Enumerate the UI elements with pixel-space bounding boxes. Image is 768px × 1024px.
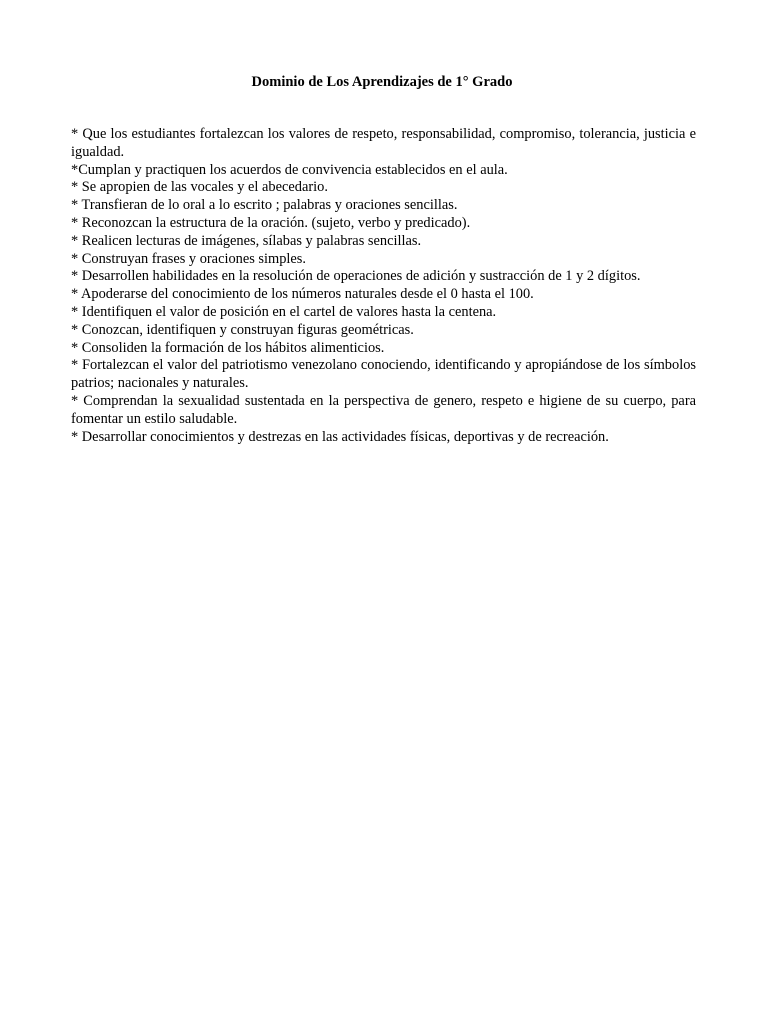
objective-item: * Reconozcan la estructura de la oración. (sujeto, verbo y predicado).	[71, 214, 471, 231]
objective-item: * Conozcan, identifiquen y construyan figuras geométricas.	[71, 321, 414, 338]
objective-item: *Cumplan y practiquen los acuerdos de convivencia establecidos en el aula.	[71, 161, 508, 178]
objective-item: * Fortalezcan el valor del patriotismo venezolano conociendo, identificando y apropiándose de los símbolos patrios; nacionales y naturales.	[71, 357, 704, 392]
objective-item: * Identifiquen el valor de posición en el cartel de valores hasta la centena.	[71, 303, 497, 320]
objective-item: * Desarrollen habilidades en la resolución de operaciones de adición y sustracción de 1 y 2 dígitos.	[71, 268, 641, 285]
learning-objectives-list	[71, 126, 704, 446]
objective-item: * Realicen lecturas de imágenes, sílabas y palabras sencillas.	[71, 232, 422, 249]
objective-item: * Apoderarse del conocimiento de los números naturales desde el 0 hasta el 100.	[71, 286, 534, 303]
objective-item: * Desarrollar conocimientos y destrezas en las actividades físicas, deportivas y de recreación.	[71, 428, 609, 445]
objective-item: * Construyan frases y oraciones simples.	[71, 250, 307, 267]
objective-item: * Que los estudiantes fortalezcan los valores de respeto, responsabilidad, compromiso, tolerancia, justicia e igualdad.	[71, 126, 696, 160]
objective-item: * Transfieran de lo oral a lo escrito ; palabras y oraciones sencillas.	[71, 197, 458, 214]
objective-item: * Consoliden la formación de los hábitos alimenticios.	[71, 339, 385, 356]
objective-item: * Comprendan la sexualidad sustentada en la perspectiva de genero, respeto e higiene de su cuerpo, para fomentar un estilo saludable.	[71, 392, 696, 427]
document-title: Dominio de Los Aprendizajes de 1° Grado	[251, 74, 513, 90]
objective-item: * Se apropien de las vocales y el abecedario.	[71, 179, 328, 196]
